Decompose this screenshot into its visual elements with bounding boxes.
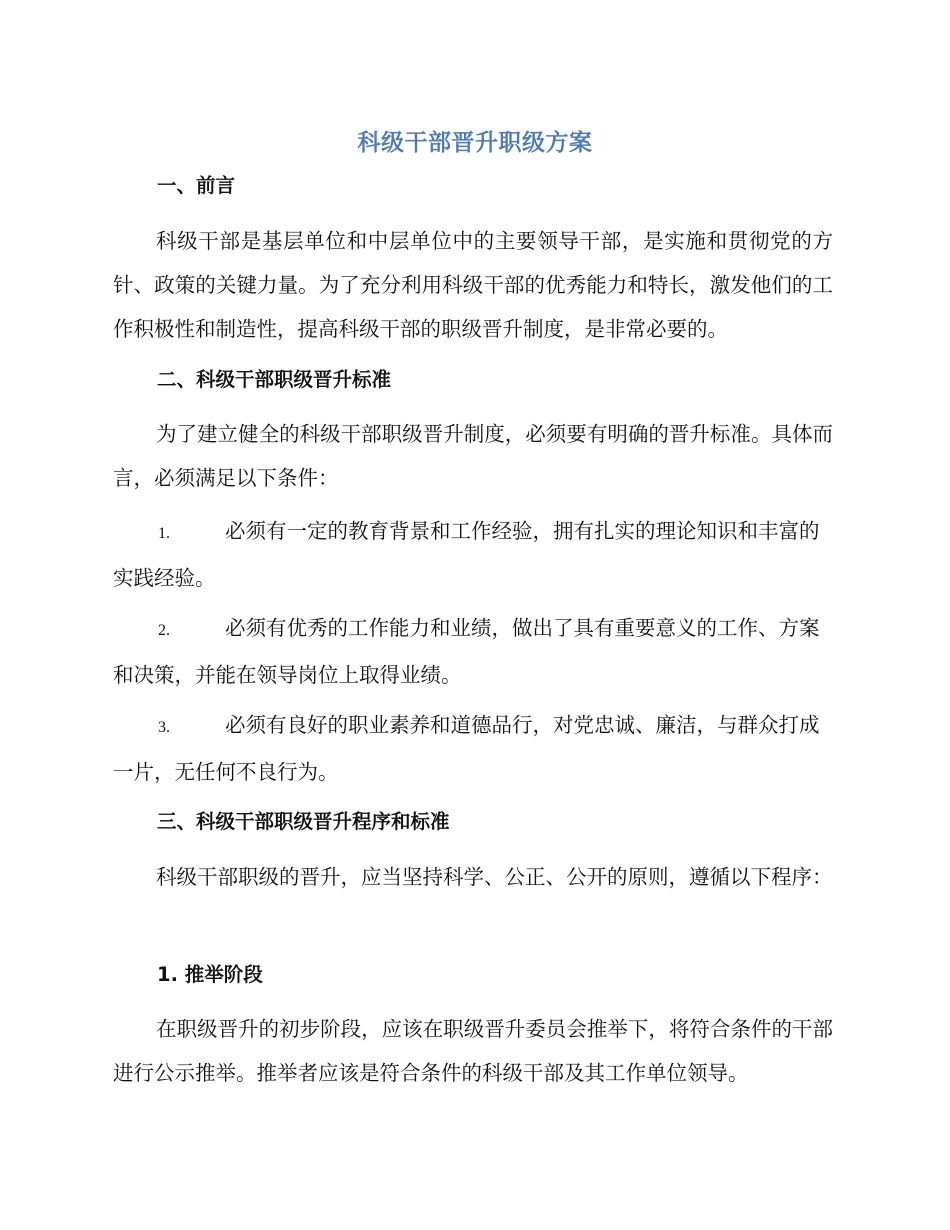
list-item-number: 2. xyxy=(158,622,170,639)
nomination-paragraph: 在职级晋升的初步阶段，应该在职级晋升委员会推举下，将符合条件的干部进行公示推举。推举者应该是符合条件的科级干部及其工作单位领导。 xyxy=(113,1017,833,1085)
list-item-number: 1. xyxy=(158,525,170,542)
list-item-text: 必须有良好的职业素养和道德品行，对党忠诚、廉洁，与群众打成一片，无任何不良行为。 xyxy=(113,713,820,784)
list-item-number: 3. xyxy=(158,719,170,736)
list-item-text: 必须有优秀的工作能力和业绩，做出了具有重要意义的工作、方案和决策，并能在领导岗位上取得业绩。 xyxy=(113,616,820,687)
subsection-heading-nomination: 1. 推举阶段 xyxy=(157,963,263,986)
section-heading-standards: 二、科级干部职级晋升标准 xyxy=(157,368,392,391)
procedure-paragraph: 科级干部职级的晋升，应当坚持科学、公正、公开的原则，遵循以下程序： xyxy=(156,865,833,889)
list-item xyxy=(113,606,833,697)
preface-paragraph: 科级干部是基层单位和中层单位中的主要领导干部，是实施和贯彻党的方针、政策的关键力量。为了充分利用科级干部的优秀能力和特长，激发他们的工作积极性和制造性，提高科级干部的职级晋升制度，是非常必要的。 xyxy=(113,229,833,341)
list-item xyxy=(113,509,833,600)
standards-paragraph: 为了建立健全的科级干部职级晋升制度，必须要有明确的晋升标准。具体而言，必须满足以下条件： xyxy=(113,422,833,490)
page-title: 科级干部晋升职级方案 xyxy=(357,130,593,156)
list-item-text: 必须有一定的教育背景和工作经验，拥有扎实的理论知识和丰富的实践经验。 xyxy=(113,519,820,590)
list-item xyxy=(113,703,833,794)
section-heading-preface: 一、前言 xyxy=(157,174,236,197)
section-heading-procedure: 三、科级干部职级晋升程序和标准 xyxy=(157,810,450,833)
